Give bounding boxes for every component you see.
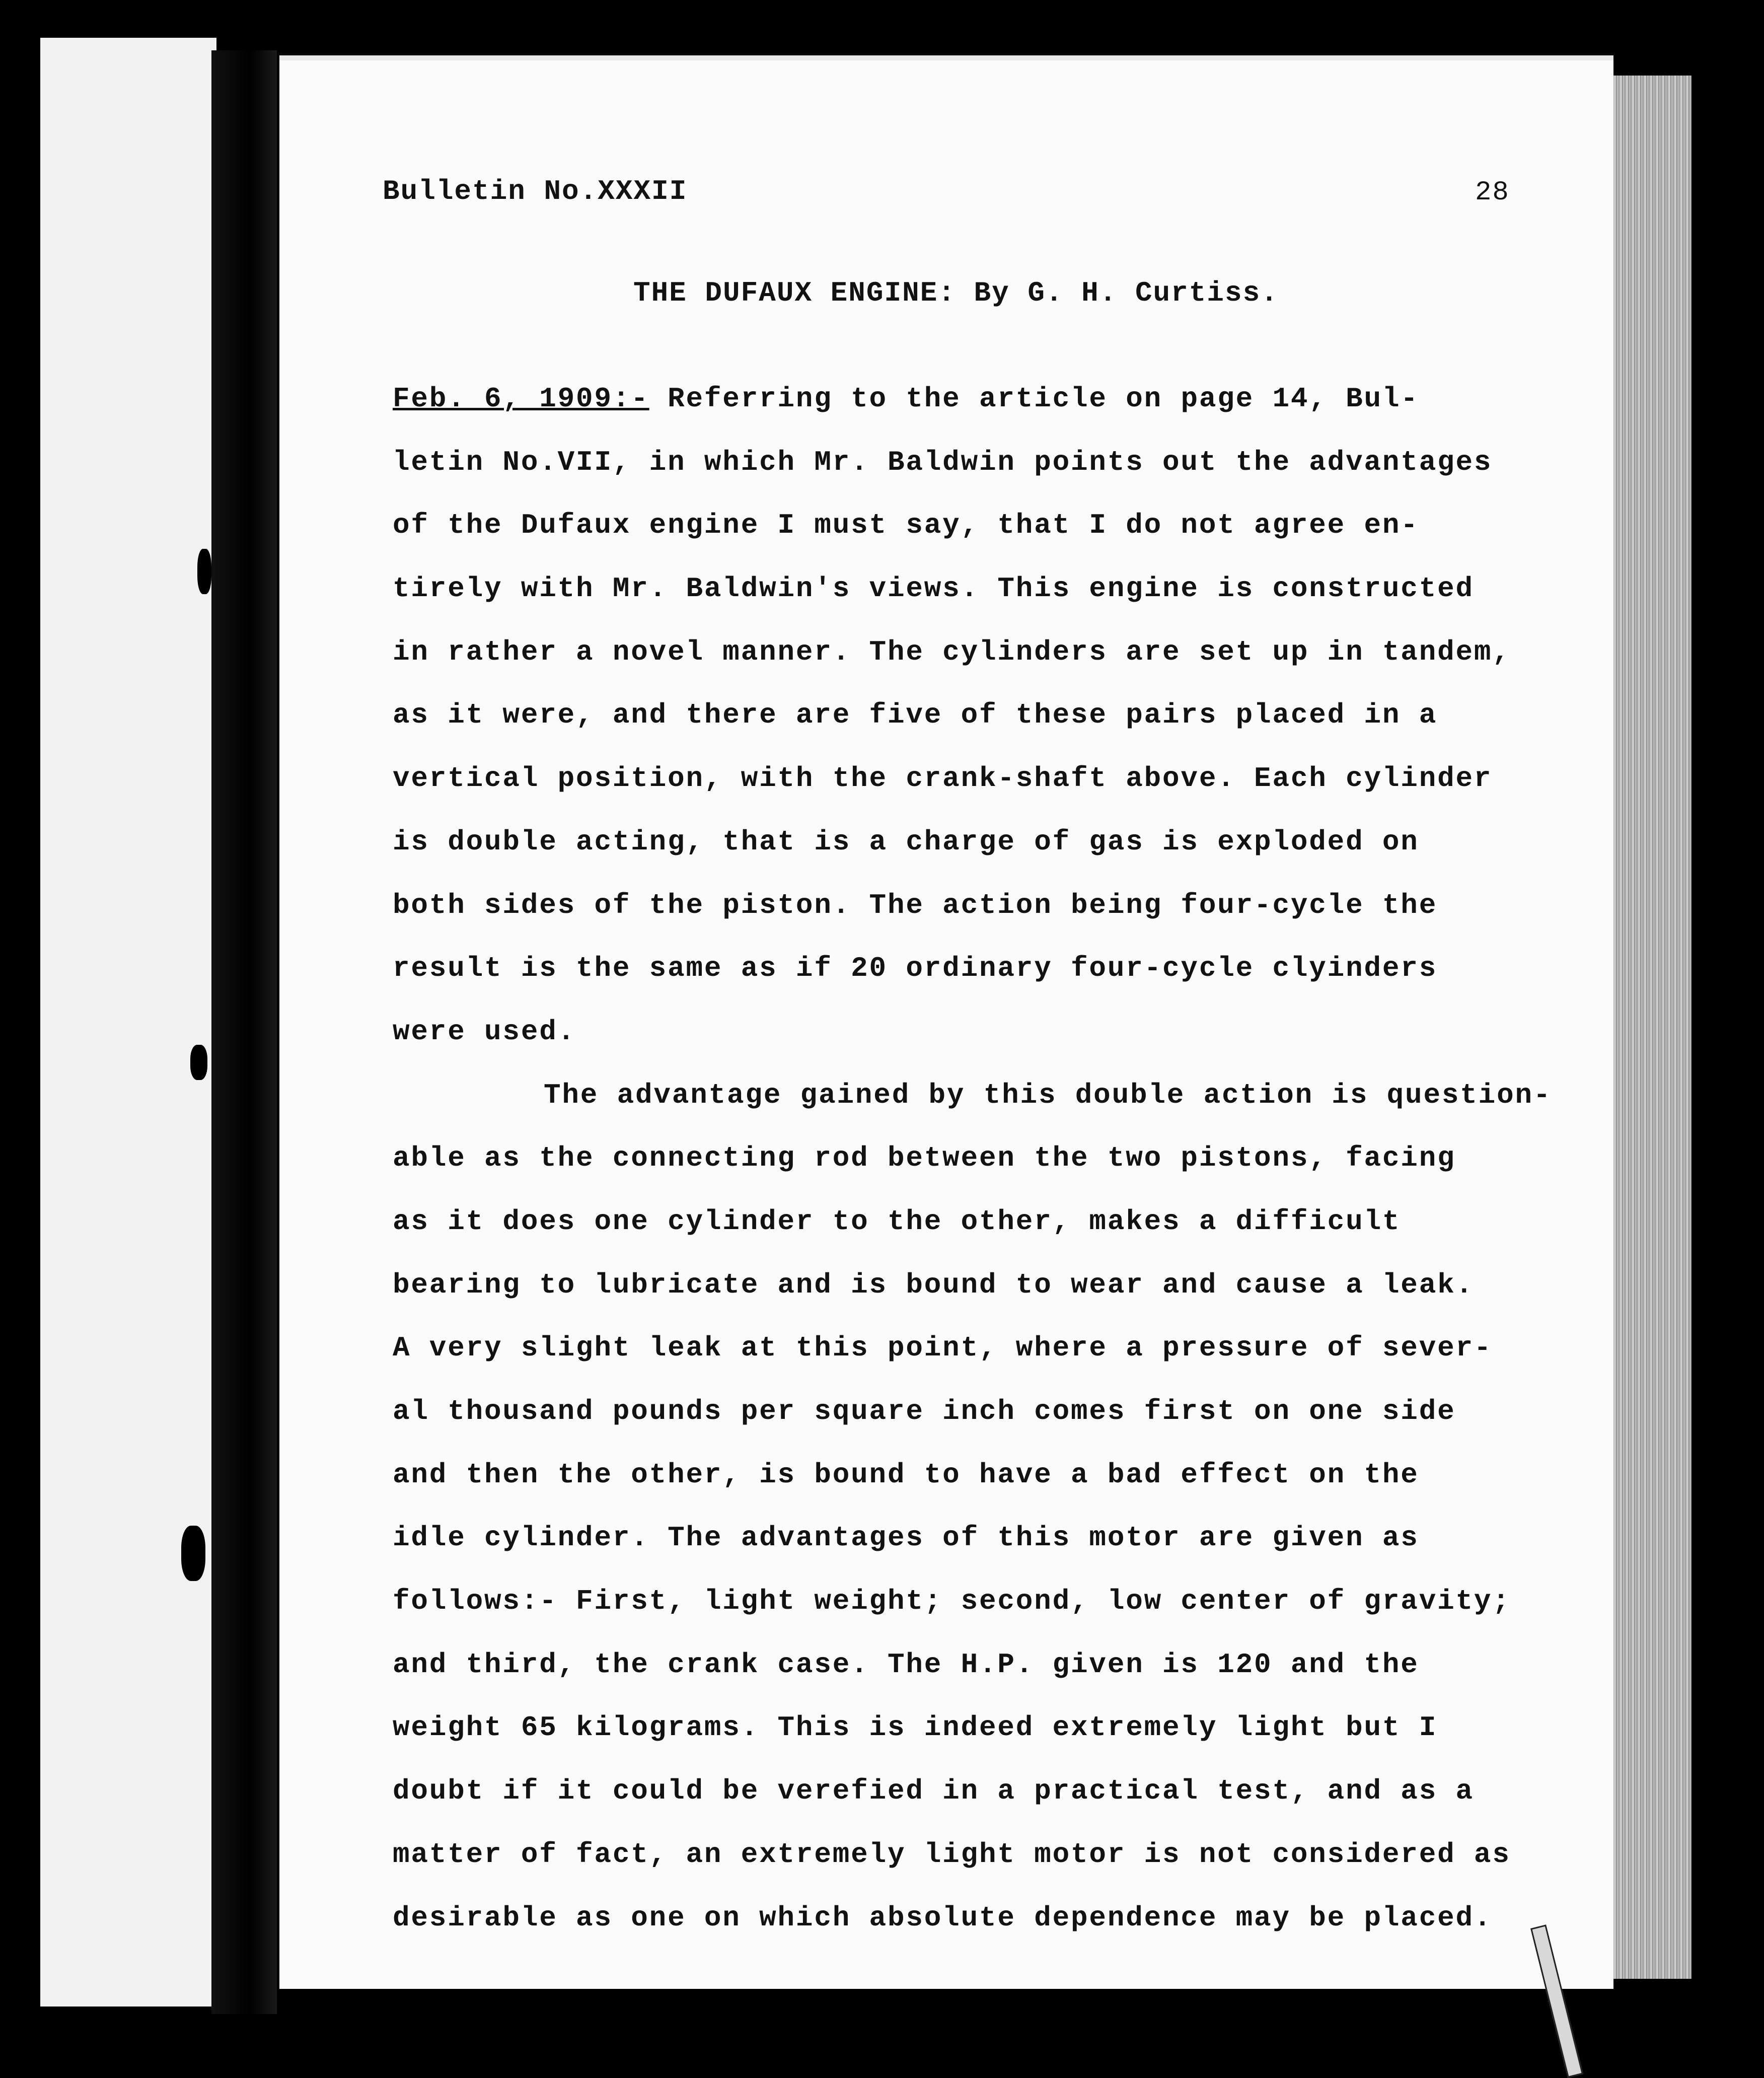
text-line: and third, the crank case. The H.P. given is 120 and the [393,1648,1419,1681]
text-line: of the Dufaux engine I must say, that I do not agree en- [393,509,1419,542]
binding-hole [197,549,211,594]
text-line: able as the connecting rod between the two pistons, facing [393,1142,1456,1175]
text-line: letin No.VII, in which Mr. Baldwin points out the advantages [393,446,1493,478]
text-line: matter of fact, an extremely light motor is not considered as [393,1838,1511,1871]
text-line: as it were, and there are five of these pairs placed in a [393,699,1438,732]
article-title: THE DUFAUX ENGINE: By G. H. Curtiss. [633,277,1279,309]
text-line: weight 65 kilograms. This is indeed extremely light but I [393,1711,1438,1744]
text-line: follows:- First, light weight; second, low center of gravity; [393,1585,1511,1618]
article-date: Feb. 6, 1909:- [393,383,649,415]
text-line: were used. [393,1015,576,1048]
text-line: A very slight leak at this point, where a pressure of sever- [393,1332,1493,1365]
text-line: vertical position, with the crank-shaft above. Each cylinder [393,762,1493,795]
text-line: both sides of the piston. The action being four-cycle the [393,889,1438,921]
text-line: idle cylinder. The advantages of this motor are given as [393,1522,1419,1554]
page-stack-edge [1611,76,1692,1979]
book-gutter [211,50,277,2014]
text-line: tirely with Mr. Baldwin's views. This engine is constructed [393,572,1474,605]
text-line: doubt if it could be verefied in a practical test, and as a [393,1775,1474,1808]
text-line: al thousand pounds per square inch comes first on one side [393,1395,1456,1427]
text-line: as it does one cylinder to the other, makes a difficult [393,1205,1401,1238]
binding-hole [190,1045,207,1080]
text-line: is double acting, that is a charge of gas is exploded on [393,825,1419,858]
page-number: 28 [1475,177,1510,208]
text-line: and then the other, is bound to have a bad effect on the [393,1458,1419,1491]
text-line: desirable as one on which absolute dependence may be placed. [393,1901,1493,1934]
text-line: bearing to lubricate and is bound to wear and cause a leak. [393,1268,1474,1301]
binding-hole [181,1526,205,1581]
text-line: result is the same as if 20 ordinary four-cycle clyinders [393,952,1438,985]
text-line: The advantage gained by this double action is question- [544,1079,1552,1111]
bulletin-header: Bulletin No.XXXII [383,175,688,207]
text-line: Feb. 6, 1909:- Referring to the article on page 14, Bul- [393,383,1419,415]
article-body [393,368,1551,1950]
text-line: in rather a novel manner. The cylinders are set up in tandem, [393,635,1511,668]
facing-page-edge [40,38,216,2007]
